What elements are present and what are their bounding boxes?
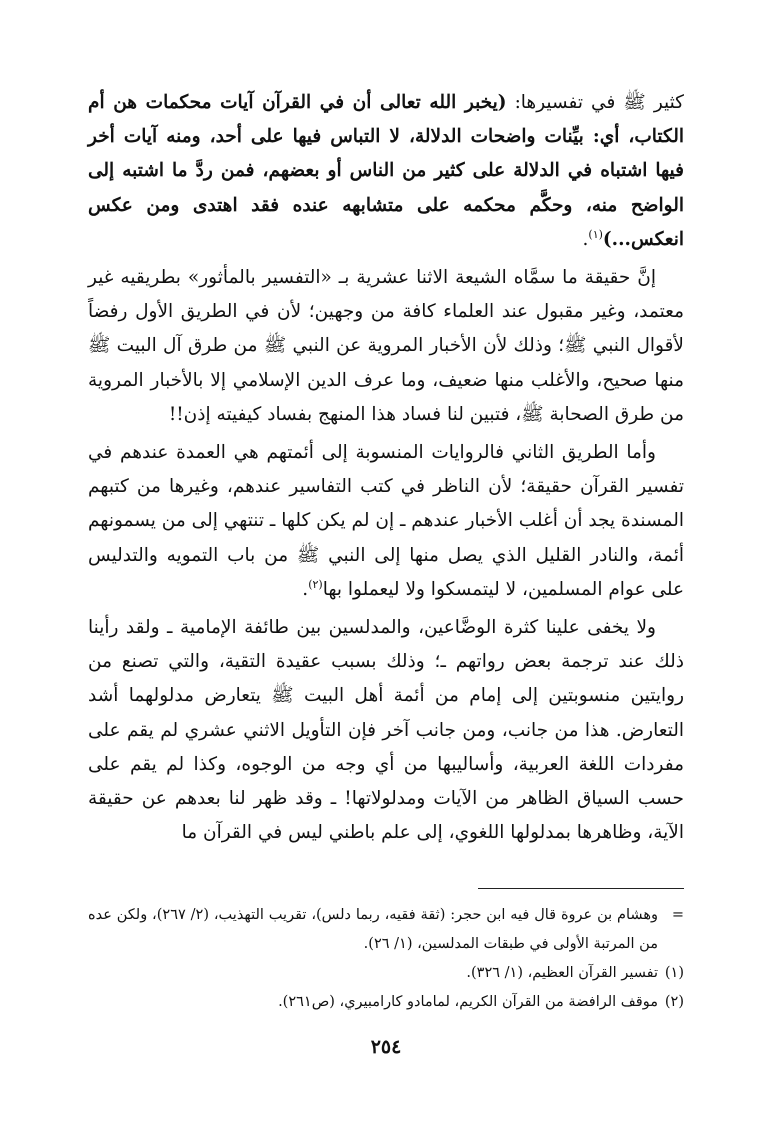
footnote-mark: (١) [664, 965, 684, 981]
paragraph-1 [88, 86, 684, 257]
page-body [88, 86, 684, 1086]
footnote-continued [88, 901, 684, 959]
paragraph-4-text: ولا يخفى علينا كثرة الوضَّاعين، والمدلسين بين طائفة الإمامية ـ ولقد رأينا ذلك عند ترجمة بعض رواتهم ـ؛ وذلك بسبب عقيدة التقية، والتي تصنع من روايتين منسوبتين إلى إمام من أئمة أهل البيت ﷺ يتعارض مدلولهما أشد التعارض. هذا من جانب، ومن جانب آخر فإن التأويل الاثني عشري لم يقم على مفردات اللغة العربية، وأساليبها من أي وجه من الوجوه، وكذا لم يقم على حسب السياق الظاهر من الآيات ومدلولاتها! ـ وقد ظهر لنا بعدهم عن حقيقة الآية، وظاهرها بمدلولها اللغوي، إلى علم باطني ليس في القرآن ما [88, 617, 684, 844]
footnote-2 [88, 988, 684, 1017]
paragraph-2-text: إنَّ حقيقة ما سمَّاه الشيعة الاثنا عشرية بـ «التفسير بالمأثور» بطريقيه غير معتمد، وغير مقبول عند العلماء كافة من وجهين؛ لأن في الطريق الأول رفضاً لأقوال النبي ﷺ؛ وذلك لأن الأخبار المروية عن النبي ﷺ من طرق آل البيت ﷺ منها صحيح، والأغلب منها ضعيف، وما عرف الدين الإسلامي إلا بالأخبار المروية من طرق الصحابة ﷺ، فتبين لنا فساد هذا المنهج بفساد كيفيته إذن!! [88, 267, 684, 425]
quoted-passage: (يخبر الله تعالى أن في القرآن آيات محكمات هن أم الكتاب، أي: بيِّنات واضحات الدلالة، لا التباس فيها على أحد، ومنه آيات أخر فيها اشتباه في الدلالة على كثير من الناس أو بعضهم، فمن ردَّ ما اشتبه إلى الواضح منه، وحكَّم محكمه على متشابهه عنده فقد اهتدى ومن عكس انعكس...) [88, 92, 684, 250]
footnotes [88, 901, 684, 1017]
page-number: ٢٥٤ [370, 1036, 402, 1058]
footnote-1 [88, 959, 684, 988]
paragraph-4 [88, 611, 684, 850]
footnote-divider [478, 888, 684, 889]
honorific-glyph: ﷺ [623, 92, 646, 113]
footnote-text: تفسير القرآن العظيم، (١/ ٣٢٦). [466, 965, 658, 981]
paragraph-1-lead: كثير [645, 92, 684, 113]
footnote-text: وهشام بن عروة قال فيه ابن حجر: (ثقة فقيه، ربما دلس)، تقريب التهذيب، (٢/ ٢٦٧)، ولكن عده من المرتبة الأولى في طبقات المدلسين، (١/ ٢٦). [88, 907, 659, 952]
paragraph-1-tail: . [582, 228, 589, 250]
paragraph-3 [88, 436, 684, 607]
paragraph-3-tail: . [302, 578, 309, 600]
footnote-ref-2: (٢) [308, 577, 323, 591]
paragraph-1-mid: في تفسيرها: [506, 92, 624, 113]
paragraph-3-text: وأما الطريق الثاني فالروايات المنسوبة إلى أئمتهم هي العمدة عندهم في تفسير القرآن حقيقة؛ لأن الناظر في كتب التفاسير عندهم، وغيرها من كتبهم المسندة يجد أن أغلب الأخبار عندهم ـ إن لم يكن كلها ـ تنتهي إلى من يسمونهم أئمة، والنادر القليل الذي يصل منها إلى النبي ﷺ من باب التمويه والتدليس على عوام المسلمين، لا ليتمسكوا ولا ليعملوا بها [88, 442, 684, 600]
paragraph-2 [88, 261, 684, 432]
footnote-mark: = [671, 907, 684, 923]
footnote-text: موقف الرافضة من القرآن الكريم، لمامادو كارامبيري، (ص٢٦١). [278, 994, 658, 1010]
footnote-ref-1: (١) [588, 227, 603, 241]
footnote-mark: (٢) [664, 994, 684, 1010]
